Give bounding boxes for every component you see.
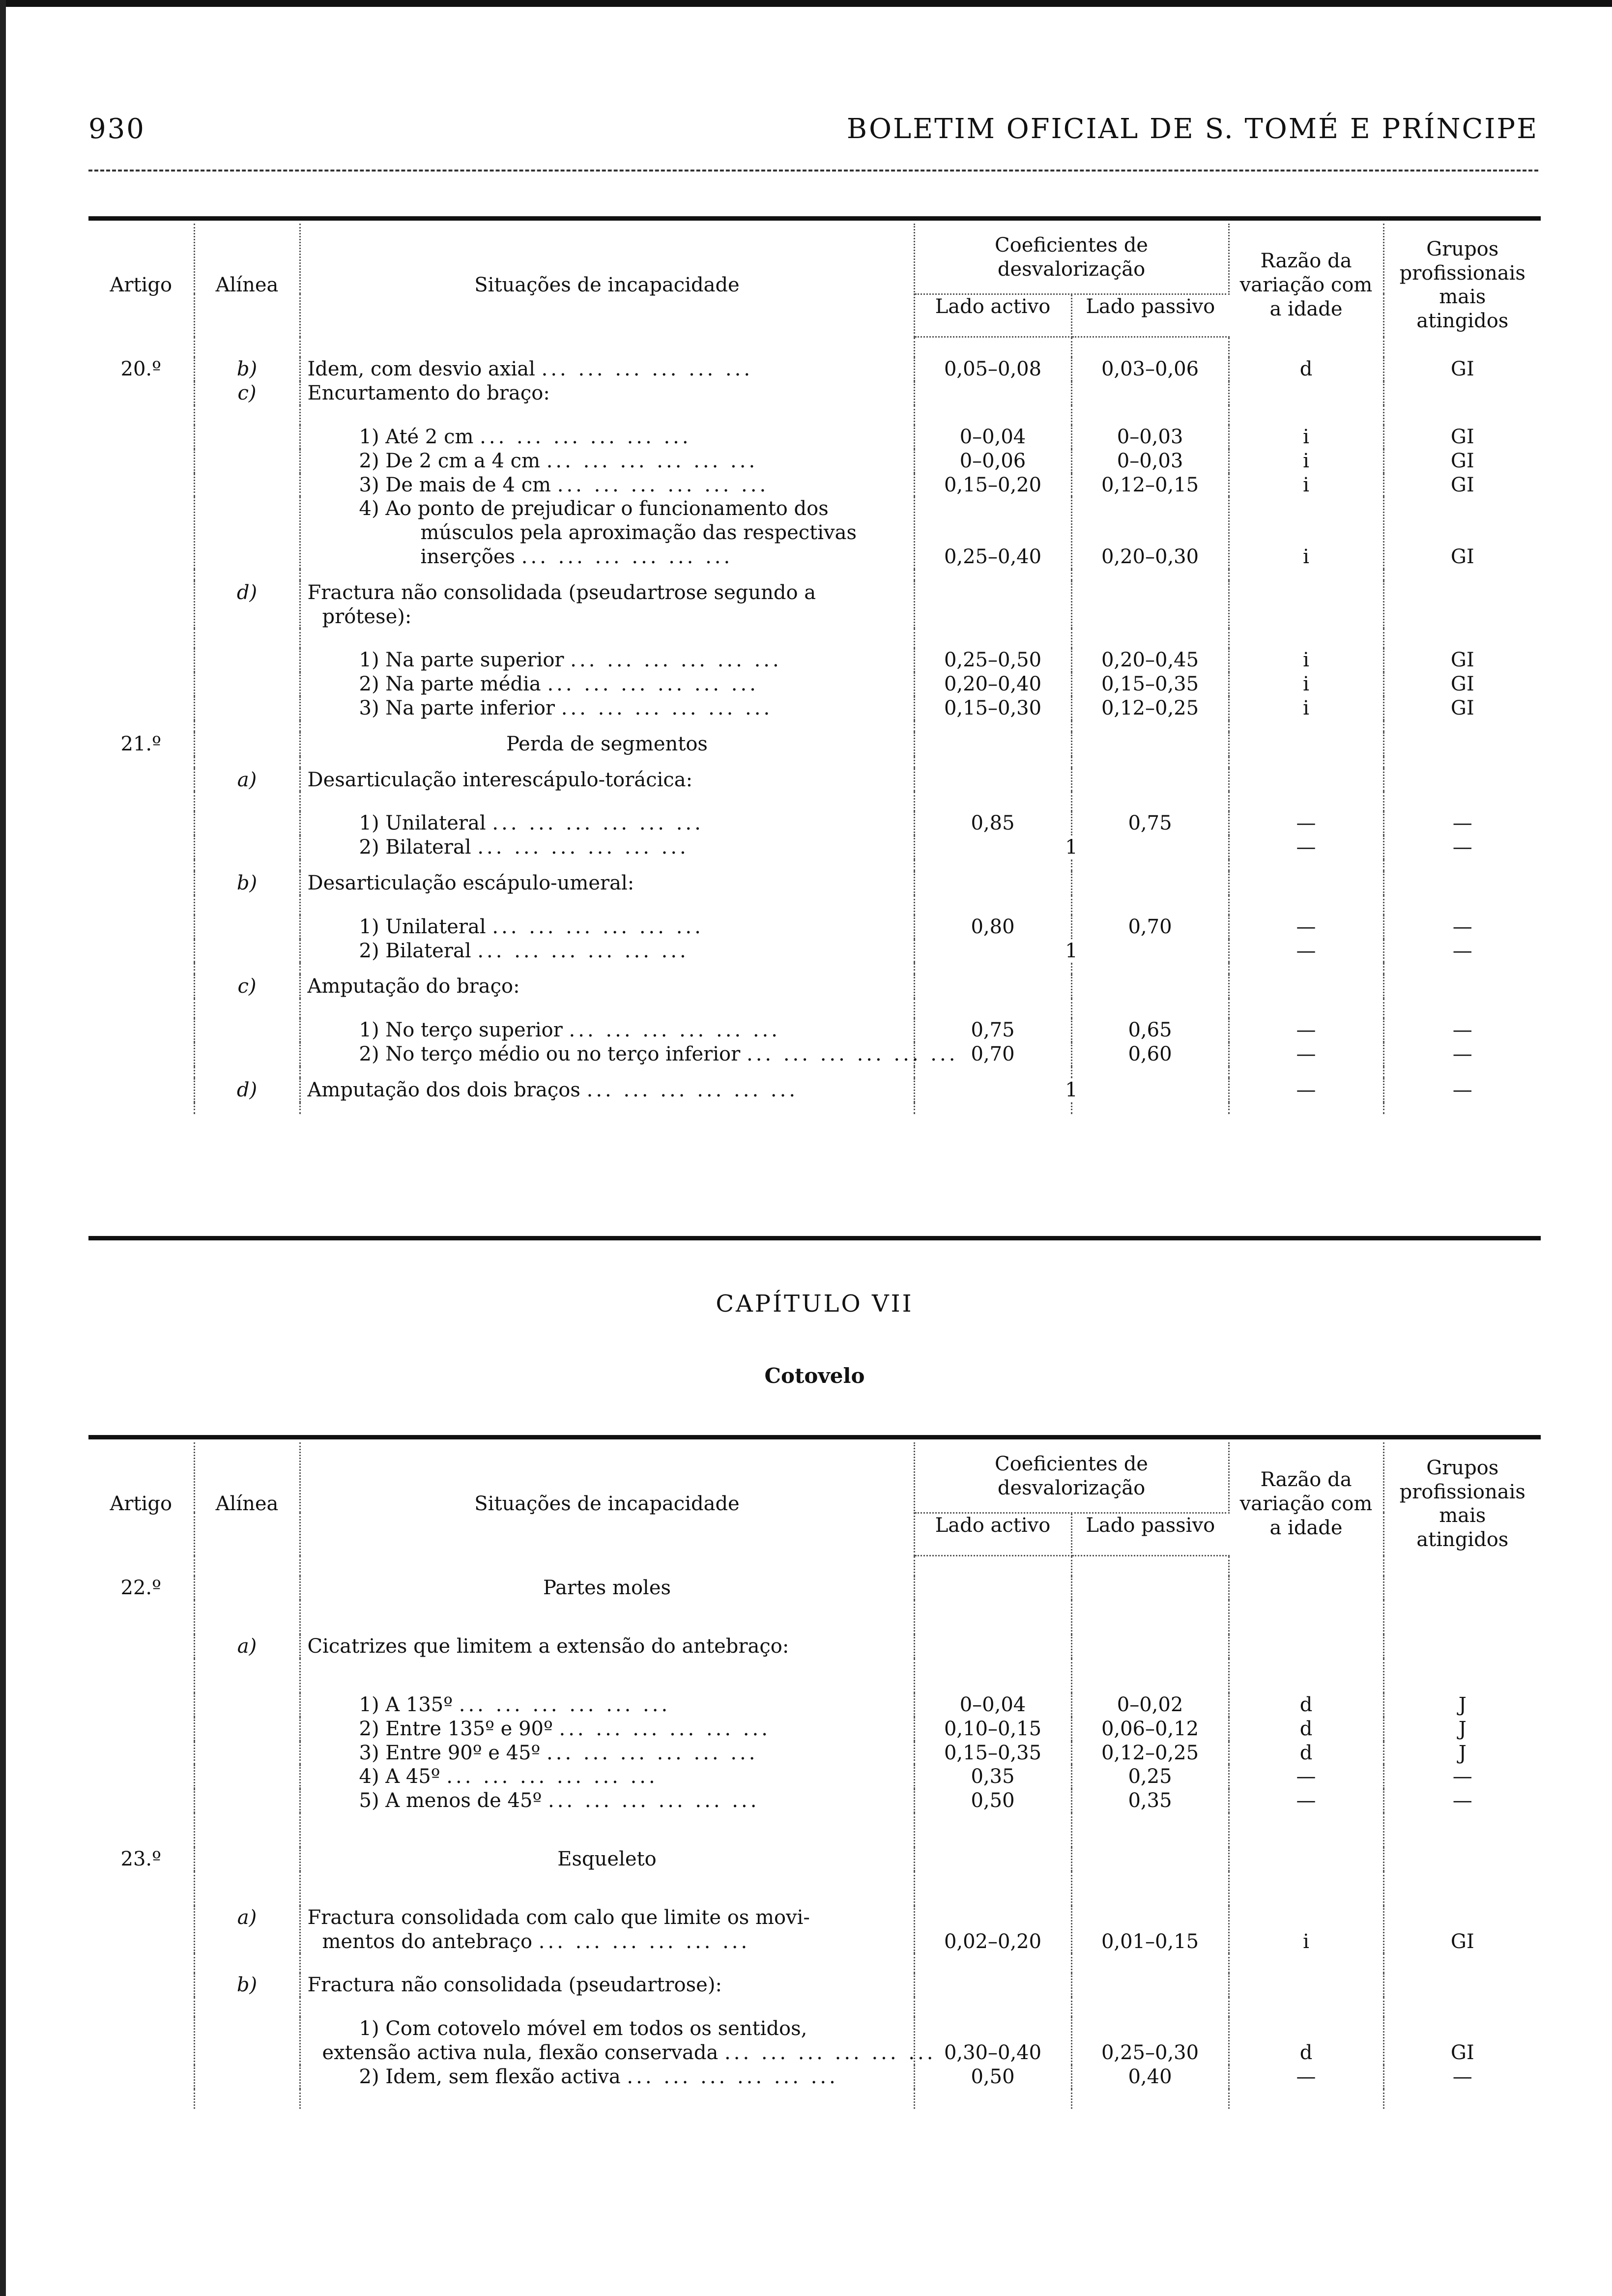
row-text: Idem, com desvio axial — [307, 358, 535, 381]
razao-value: i — [1229, 473, 1383, 497]
col-coeficientes: Coeficientes de desvalorização — [914, 224, 1229, 294]
row-text: Amputação do braço: — [300, 975, 914, 999]
dot-leader: ... ... ... ... ... ... — [477, 939, 689, 962]
scan-border-top — [0, 0, 1612, 7]
row-text: Fractura não consolidada (pseudartrose segundo a — [307, 581, 816, 604]
razao-value: — — [1229, 1042, 1383, 1066]
grupo-value: J — [1458, 1717, 1467, 1740]
grupo-value: J — [1458, 1741, 1467, 1764]
grupo-value: GI — [1450, 2041, 1474, 2064]
dot-leader: ... ... ... ... ... ... — [547, 1789, 760, 1812]
table-row — [88, 1635, 1541, 1659]
razao-value: — — [1229, 1765, 1383, 1789]
lado-passivo-value: 0,06–0,12 — [1071, 1717, 1229, 1741]
item-text: 1) Até 2 cm — [359, 425, 474, 448]
item-text: 4) A 45º — [359, 1765, 440, 1788]
lado-passivo-value: 0,01–0,15 — [1071, 1906, 1229, 1954]
grupo-value: GI — [1450, 673, 1474, 696]
table-row — [88, 1906, 1541, 1954]
table-row — [88, 1042, 1541, 1066]
razao-value: d — [1229, 1693, 1383, 1717]
dot-leader: ... ... ... ... ... ... — [746, 1042, 958, 1065]
dot-leader: ... ... ... ... ... ... — [521, 545, 733, 568]
razao-value: — — [1229, 1789, 1383, 1813]
table-row — [88, 1018, 1541, 1042]
col-artigo: Artigo — [88, 224, 194, 337]
chapter-title: CAPÍTULO VII — [716, 1290, 914, 1318]
header-rule — [88, 170, 1538, 172]
dot-leader: ... ... ... ... ... ... — [559, 1717, 771, 1740]
artigo-number: 20.º — [88, 357, 194, 381]
row-text: Desarticulação interescápulo-torácica: — [300, 768, 914, 792]
dot-leader: ... ... ... ... ... ... — [627, 2065, 838, 2088]
col-alinea: Alínea — [194, 1442, 300, 1556]
row-text: Encurtamento do braço: — [300, 381, 914, 405]
lado-passivo-value: 0–0,03 — [1071, 449, 1229, 473]
section-title: Esqueleto — [300, 1847, 914, 1871]
lado-activo-value: 0,15–0,30 — [914, 696, 1071, 720]
dot-leader: ... ... ... ... ... ... — [459, 1693, 671, 1716]
table-row — [88, 1741, 1541, 1765]
item-text: 2) No terço médio ou no terço inferior — [359, 1042, 741, 1065]
lado-activo-value: 0–0,06 — [914, 449, 1071, 473]
razao-value: d — [1229, 357, 1383, 381]
dot-leader: ... ... ... ... ... ... — [446, 1765, 658, 1788]
lado-passivo-value: 0,65 — [1071, 1018, 1229, 1042]
alinea-label: a) — [194, 768, 300, 792]
table-row — [88, 381, 1541, 405]
table-row — [88, 473, 1541, 497]
lado-activo-value: 0,15–0,20 — [914, 473, 1071, 497]
running-head — [88, 113, 1538, 145]
table-row — [88, 871, 1541, 895]
grupo-value: GI — [1450, 1930, 1474, 1953]
lado-passivo-value: 0,25–0,30 — [1071, 2017, 1229, 2065]
section-title: Partes moles — [300, 1576, 914, 1600]
dot-leader: ... ... ... ... ... ... — [541, 358, 753, 381]
grupo-value: — — [1452, 836, 1472, 859]
lado-activo-value: 0,70 — [914, 1042, 1071, 1066]
table-row — [88, 835, 1541, 860]
razao-value: — — [1229, 2065, 1383, 2089]
dot-leader: ... ... ... ... ... ... — [547, 673, 759, 696]
table1-top-rule — [88, 216, 1541, 221]
alinea-label: b) — [194, 871, 300, 895]
grupo-value: GI — [1450, 425, 1474, 448]
lado-activo-value: 0,05–0,08 — [914, 357, 1071, 381]
row-text: Fractura consolidada com calo que limite os movi- — [307, 1906, 810, 1929]
lado-passivo-value: 0–0,03 — [1071, 425, 1229, 449]
table-row — [88, 811, 1541, 835]
col-lado-activo: Lado activo — [914, 294, 1071, 337]
lado-activo-value: 0,10–0,15 — [914, 1717, 1071, 1741]
grupo-value: — — [1452, 2065, 1472, 2088]
item-text: 3) De mais de 4 cm — [359, 473, 551, 496]
grupo-value: J — [1458, 1693, 1467, 1716]
scan-border-left — [0, 0, 6, 2296]
lado-passivo-value: 0–0,02 — [1071, 1693, 1229, 1717]
alinea-label: b) — [194, 1973, 300, 1997]
chapter-subject: Cotovelo — [764, 1364, 865, 1388]
col-situacoes: Situações de incapacidade — [300, 1442, 914, 1556]
table-row — [88, 1078, 1541, 1102]
table-row — [88, 768, 1541, 792]
item-text: 3) Na parte inferior — [359, 696, 555, 719]
grupo-value: GI — [1450, 358, 1474, 381]
row-text: Cicatrizes que limitem a extensão do antebraço: — [300, 1635, 914, 1659]
item-text: 1) No terço superior — [359, 1019, 563, 1042]
table-row — [88, 1847, 1541, 1871]
page-number: 930 — [88, 113, 145, 145]
table-row — [88, 975, 1541, 999]
dot-leader: ... ... ... ... ... ... — [561, 696, 773, 719]
dot-leader: ... ... ... ... ... ... — [538, 1930, 750, 1953]
lado-passivo-value: 0,15–0,35 — [1071, 672, 1229, 696]
item-text-line2: extensão activa nula, flexão conservada — [322, 2041, 719, 2064]
grupo-value: — — [1452, 1042, 1472, 1065]
col-grupos: Grupos profissionais mais atingidos — [1399, 1456, 1526, 1551]
dot-leader: ... ... ... ... ... ... — [477, 836, 689, 859]
lado-activo-value: 0,20–0,40 — [914, 672, 1071, 696]
razao-value: i — [1229, 449, 1383, 473]
alinea-label: c) — [194, 381, 300, 405]
alinea-label: d) — [194, 581, 300, 629]
artigo-number: 22.º — [88, 1576, 194, 1600]
lado-activo-value: 0,02–0,20 — [914, 1906, 1071, 1954]
lado-passivo-value: 0,12–0,25 — [1071, 1741, 1229, 1765]
table-row — [88, 1717, 1541, 1741]
alinea-label: a) — [194, 1635, 300, 1659]
razao-value: i — [1229, 696, 1383, 720]
lado-passivo-value: 0,03–0,06 — [1071, 357, 1229, 381]
item-text: 2) Idem, sem flexão activa — [359, 2065, 621, 2088]
grupo-value: — — [1452, 1078, 1472, 1101]
dot-leader: ... ... ... ... ... ... — [570, 649, 782, 672]
table-row — [88, 1765, 1541, 1789]
item-text: 2) Na parte média — [359, 673, 541, 696]
lado-activo-value: 0,50 — [914, 2065, 1071, 2089]
col-alinea: Alínea — [194, 224, 300, 337]
table-row — [88, 1693, 1541, 1717]
grupo-value: GI — [1450, 473, 1474, 496]
table-row — [88, 732, 1541, 756]
lado-activo-value: 0,30–0,40 — [914, 2017, 1071, 2065]
dot-leader: ... ... ... ... ... ... — [546, 449, 758, 472]
table-row — [88, 2065, 1541, 2089]
lado-passivo-value: 0,12–0,15 — [1071, 473, 1229, 497]
item-text: 1) Com cotovelo móvel em todos os sentidos, — [359, 2017, 807, 2040]
lado-passivo-value: 0,60 — [1071, 1042, 1229, 1066]
lado-activo-value: 0,15–0,35 — [914, 1741, 1071, 1765]
lado-activo-value: 0,75 — [914, 1018, 1071, 1042]
item-text: 2) Bilateral — [359, 939, 471, 962]
table-row — [88, 497, 1541, 569]
lado-passivo-value: 0,70 — [1071, 915, 1229, 939]
dot-leader: ... ... ... ... ... ... — [492, 915, 704, 938]
alinea-label: c) — [194, 975, 300, 999]
artigo-number: 21.º — [88, 732, 194, 756]
publication-title: BOLETIM OFICIAL DE S. TOMÉ E PRÍNCIPE — [846, 113, 1538, 145]
grupo-value: — — [1452, 1765, 1472, 1788]
razao-value: i — [1229, 648, 1383, 672]
grupo-value: — — [1452, 1789, 1472, 1812]
lado-passivo-value: 0,25 — [1071, 1765, 1229, 1789]
artigo-number: 23.º — [88, 1847, 194, 1871]
item-text: 1) Na parte superior — [359, 649, 564, 672]
item-text: 2) De 2 cm a 4 cm — [359, 449, 540, 472]
alinea-label: d) — [194, 1078, 300, 1102]
item-text: 4) Ao ponto de prejudicar o funcionamento dos — [359, 497, 829, 520]
table-row — [88, 939, 1541, 963]
row-text: Fractura não consolidada (pseudartrose): — [300, 1973, 914, 1997]
grupo-value: — — [1452, 812, 1472, 835]
col-lado-passivo: Lado passivo — [1071, 294, 1229, 337]
dot-leader: ... ... ... ... ... ... — [547, 1741, 758, 1764]
table-row — [88, 696, 1541, 720]
dot-leader: ... ... ... ... ... ... — [569, 1019, 780, 1042]
razao-value: i — [1229, 425, 1383, 449]
table-row — [88, 1789, 1541, 1813]
razao-value: — — [1229, 939, 1383, 963]
dot-leader: ... ... ... ... ... ... — [586, 1078, 799, 1101]
dot-leader: ... ... ... ... ... ... — [724, 2041, 936, 2064]
item-text: 3) Entre 90º e 45º — [359, 1741, 541, 1764]
table-row — [88, 915, 1541, 939]
table2 — [88, 1442, 1541, 2109]
razao-value: — — [1229, 1078, 1383, 1102]
item-text-line3: inserções — [420, 545, 516, 568]
col-grupos: Grupos profissionais mais atingidos — [1399, 237, 1526, 333]
grupo-value: GI — [1450, 545, 1474, 568]
lado-passivo-value: 0,35 — [1071, 1789, 1229, 1813]
row-text-line2: prótese): — [322, 605, 412, 628]
col-lado-activo: Lado activo — [914, 1513, 1071, 1556]
lado-passivo-value: 0,12–0,25 — [1071, 696, 1229, 720]
lado-activo-value: 0,85 — [914, 811, 1071, 835]
section-title: Perda de segmentos — [300, 732, 914, 756]
table-row — [88, 449, 1541, 473]
lado-activo-value: 0,25–0,40 — [914, 497, 1071, 569]
row-text-line2: mentos do antebraço — [322, 1930, 533, 1953]
shared-coefficient-value: 1 — [914, 1078, 1229, 1102]
table2-top-rule — [88, 1435, 1541, 1439]
shared-coefficient-value: 1 — [914, 939, 1229, 963]
item-text: 1) A 135º — [359, 1693, 453, 1716]
grupo-value: GI — [1450, 696, 1474, 719]
table-row — [88, 2017, 1541, 2065]
item-text: 2) Bilateral — [359, 836, 471, 859]
col-razao: Razão da variação com a idade — [1229, 1442, 1383, 1556]
grupo-value: — — [1452, 915, 1472, 938]
table-row — [88, 1576, 1541, 1600]
table-row — [88, 648, 1541, 672]
row-text: Amputação dos dois braços — [307, 1078, 580, 1101]
table-row — [88, 425, 1541, 449]
razao-value: — — [1229, 1018, 1383, 1042]
razao-value: i — [1229, 1906, 1383, 1954]
col-situacoes: Situações de incapacidade — [300, 224, 914, 337]
lado-activo-value: 0,80 — [914, 915, 1071, 939]
item-text-line2: músculos pela aproximação das respectivas — [420, 521, 857, 545]
lado-activo-value: 0–0,04 — [914, 1693, 1071, 1717]
dot-leader: ... ... ... ... ... ... — [480, 425, 691, 448]
lado-activo-value: 0,35 — [914, 1765, 1071, 1789]
razao-value: d — [1229, 1741, 1383, 1765]
item-text: 2) Entre 135º e 90º — [359, 1717, 553, 1740]
alinea-label: a) — [194, 1906, 300, 1954]
lado-passivo-value: 0,20–0,30 — [1071, 497, 1229, 569]
col-coeficientes: Coeficientes de desvalorização — [914, 1442, 1229, 1513]
razao-value: — — [1229, 811, 1383, 835]
dot-leader: ... ... ... ... ... ... — [492, 812, 704, 835]
grupo-value: — — [1452, 939, 1472, 962]
table1 — [88, 224, 1541, 1114]
shared-coefficient-value: 1 — [914, 835, 1229, 860]
grupo-value: GI — [1450, 649, 1474, 672]
lado-passivo-value: 0,75 — [1071, 811, 1229, 835]
item-text: 1) Unilateral — [359, 812, 486, 835]
col-artigo: Artigo — [88, 1442, 194, 1556]
lado-passivo-value: 0,20–0,45 — [1071, 648, 1229, 672]
col-razao: Razão da variação com a idade — [1229, 224, 1383, 337]
row-text: Desarticulação escápulo-umeral: — [300, 871, 914, 895]
lado-passivo-value: 0,40 — [1071, 2065, 1229, 2089]
alinea-label: b) — [194, 357, 300, 381]
razao-value: — — [1229, 915, 1383, 939]
lado-activo-value: 0,25–0,50 — [914, 648, 1071, 672]
col-lado-passivo: Lado passivo — [1071, 1513, 1229, 1556]
razao-value: i — [1229, 672, 1383, 696]
lado-activo-value: 0,50 — [914, 1789, 1071, 1813]
item-text: 5) A menos de 45º — [359, 1789, 542, 1812]
razao-value: i — [1229, 497, 1383, 569]
razao-value: d — [1229, 1717, 1383, 1741]
grupo-value: — — [1452, 1019, 1472, 1042]
table-row — [88, 357, 1541, 381]
razao-value: d — [1229, 2017, 1383, 2065]
dot-leader: ... ... ... ... ... ... — [557, 473, 769, 496]
item-text: 1) Unilateral — [359, 915, 486, 938]
grupo-value: GI — [1450, 449, 1474, 472]
razao-value: — — [1229, 835, 1383, 860]
table1-bottom-rule — [88, 1236, 1541, 1240]
table-row — [88, 581, 1541, 629]
lado-activo-value: 0–0,04 — [914, 425, 1071, 449]
table-row — [88, 672, 1541, 696]
table-row — [88, 1973, 1541, 1997]
